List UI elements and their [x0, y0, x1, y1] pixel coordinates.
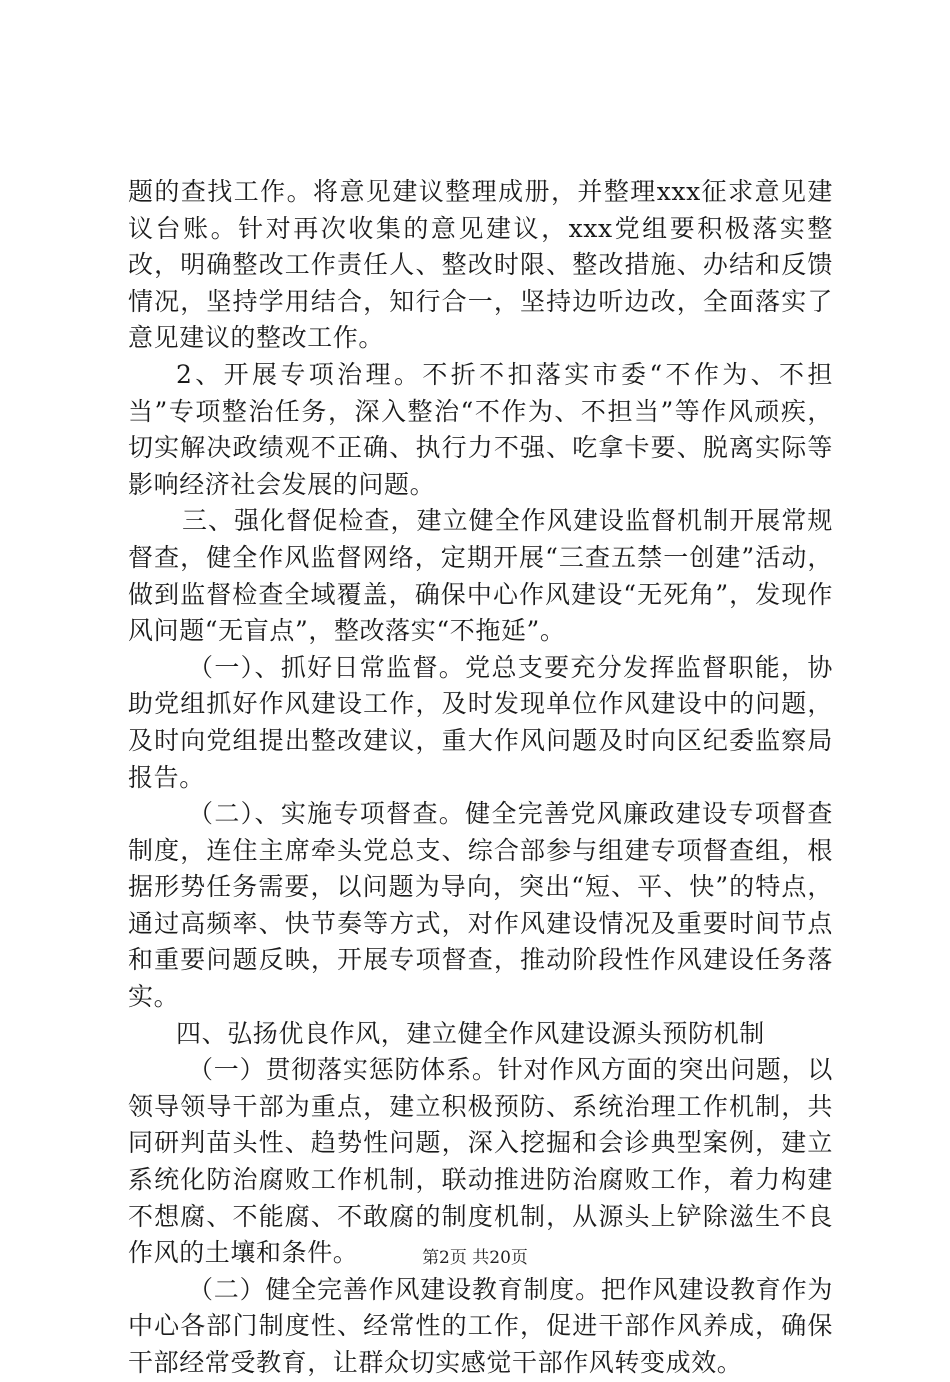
paragraph-prevention-system: （一）贯彻落实惩防体系。针对作风方面的突出问题，以领导领导干部为重点，建立积极预防、系统治理工作机制，共同研判苗头性、趋势性问题，深入挖掘和会诊典型案例，建立系统化防治腐败工作机制，联动推进防治腐败工作，着力构建不想腐、不能腐、不敢腐的制度机制，从源头上铲除滋生不良作风的土壤和条件。	[128, 1055, 833, 1268]
page-number-footer: 第2页 共20页	[422, 1248, 528, 1268]
paragraph-section-three-heading: 三、强化督促检查，建立健全作风建设监督机制开展常规督查，健全作风监督网络，定期开展“三查五禁一创建”活动，做到监督检查全域覆盖，确保中心作风建设“无死角”，发现作风问题“无盲点”，整改落实“不拖延”。	[128, 506, 833, 646]
paragraph-daily-supervision: （一）、抓好日常监督。党总支要充分发挥监督职能，协助党组抓好作风建设工作，及时发现单位作风建设中的问题，及时向党组提出整改建议，重大作风问题及时向区纪委监察局报告。	[128, 652, 833, 792]
paragraph-special-governance: 2、开展专项治理。不折不扣落实市委“不作为、不担当”专项整治任务，深入整治“不作为、不担当”等作风顽疾，切实解决政绩观不正确、执行力不强、吃拿卡要、脱离实际等影响经济社会发展的问题。	[128, 359, 833, 499]
paragraph-continuation: 题的查找工作。将意见建议整理成册，并整理xxx征求意见建议台账。针对再次收集的意见建议，xxx党组要积极落实整改，明确整改工作责任人、整改时限、整改措施、办结和反馈情况，坚持学用结合，知行合一，坚持边听边改，全面落实了意见建议的整改工作。	[128, 177, 833, 353]
document-body	[128, 174, 833, 1382]
paragraph-special-inspection: （二）、实施专项督查。健全完善党风廉政建设专项督查制度，连住主席牵头党总支、综合部参与组建专项督查组，根据形势任务需要，以问题为导向，突出“短、平、快”的特点，通过高频率、快节奏等方式，对作风建设情况及重要时间节点和重要问题反映，开展专项督查，推动阶段性作风建设任务落实。	[128, 799, 833, 1012]
paragraph-education-system: （二）健全完善作风建设教育制度。把作风建设教育作为中心各部门制度性、经常性的工作，促进干部作风养成，确保干部经常受教育，让群众切实感觉干部作风转变成效。	[128, 1274, 833, 1377]
paragraph-section-four-heading: 四、弘扬优良作风，建立健全作风建设源头预防机制	[176, 1018, 765, 1048]
